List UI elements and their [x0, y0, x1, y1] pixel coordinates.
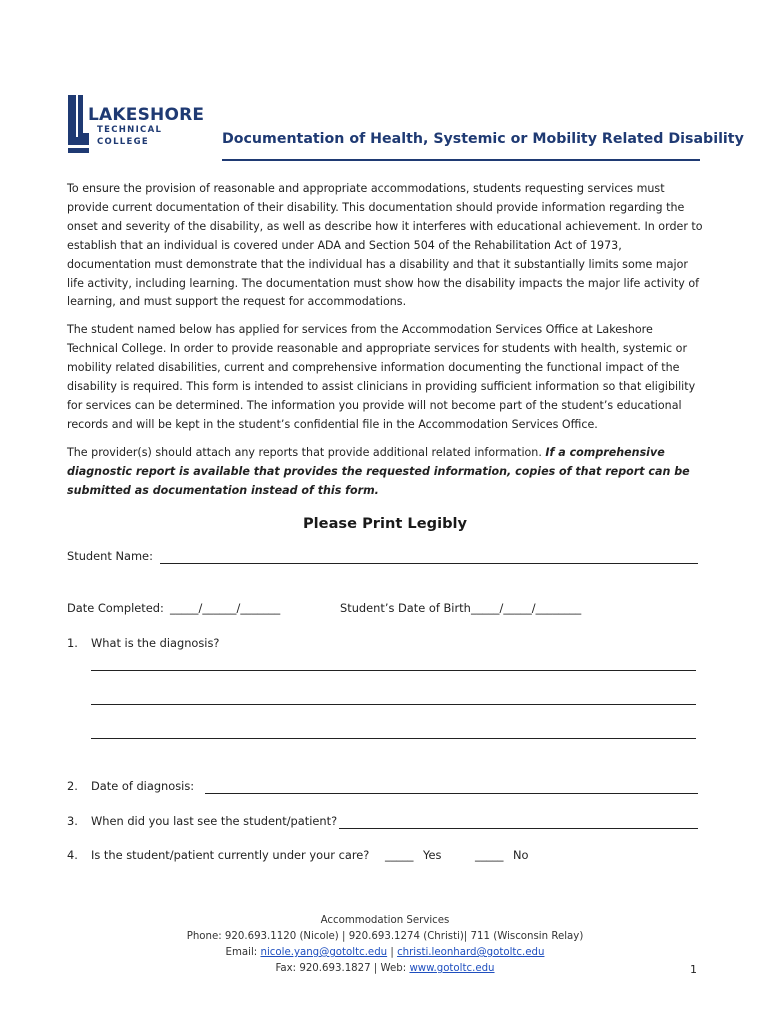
- student-name-label: Student Name:: [67, 549, 153, 563]
- date-of-diagnosis-input[interactable]: [205, 793, 698, 794]
- date-completed-input[interactable]: _____/______/_______: [170, 601, 281, 615]
- title-divider: [222, 159, 700, 161]
- question-2-number: 2.: [67, 779, 78, 793]
- diagnosis-line-1[interactable]: [91, 670, 696, 671]
- para3-plain-text: The provider(s) should attach any reports that provide additional related information.: [67, 446, 546, 459]
- footer-phone: Phone: 920.693.1120 (Nicole) | 920.693.1274 (Christi)| 711 (Wisconsin Relay): [186, 931, 584, 942]
- logo-subtitle-college: COLLEGE: [97, 137, 149, 147]
- footer-email-separator: |: [390, 947, 394, 958]
- website-link[interactable]: www.gotoltc.edu: [409, 963, 495, 974]
- question-2-text: Date of diagnosis:: [91, 779, 195, 793]
- footer-office: Accommodation Services: [320, 915, 450, 926]
- intro-paragraph-3: [67, 444, 703, 501]
- logo-subtitle-technical: TECHNICAL: [97, 125, 163, 135]
- question-4-number: 4.: [67, 848, 78, 862]
- footer-fax: Fax: 920.693.1827 | Web:: [275, 963, 407, 974]
- footer-email-line: [0, 947, 770, 958]
- footer-email-prefix: Email:: [225, 947, 258, 958]
- dob-label: Student’s Date of Birth: [340, 601, 471, 615]
- yes-checkbox[interactable]: _____: [385, 848, 414, 862]
- footer-fax-web-line: [0, 963, 770, 974]
- question-4-text: Is the student/patient currently under your care?: [91, 848, 370, 862]
- para3-emphasis-text: If a comprehensive diagnostic report is available that provides the requested information, copies of that report can be submitted as documentation instead of this form.: [67, 446, 690, 497]
- no-checkbox[interactable]: _____: [475, 848, 504, 862]
- form-heading: Please Print Legibly: [302, 515, 468, 532]
- email-link-christi[interactable]: christi.leonhard@gotoltc.edu: [397, 947, 545, 958]
- diagnosis-line-2[interactable]: [91, 704, 696, 705]
- question-1-number: 1.: [67, 636, 78, 650]
- question-3-text: When did you last see the student/patient?: [91, 814, 338, 828]
- student-name-input[interactable]: [160, 563, 698, 564]
- diagnosis-line-3[interactable]: [91, 738, 696, 739]
- question-1-text: What is the diagnosis?: [91, 636, 220, 650]
- document-title: Documentation of Health, Systemic or Mobility Related Disability: [222, 131, 744, 147]
- date-completed-label: Date Completed:: [67, 601, 164, 615]
- no-label: No: [513, 848, 529, 862]
- intro-paragraph-1: To ensure the provision of reasonable and appropriate accommodations, students requesting services must provide current documentation of their disability. This documentation should provide information regarding the onset and severity of the disability, as well as describe how it interferes with educational achievement. In order to establish that an individual is covered under ADA and Section 504 of the Rehabilitation Act of 1973, documentation must demonstrate that the individual has a disability and that it substantially limits some major life activity, including learning. The documentation must show how the disability impacts the major life activity of learning, and must support the request for accommodations.: [67, 182, 703, 309]
- question-3-number: 3.: [67, 814, 78, 828]
- yes-label: Yes: [423, 848, 442, 862]
- logo-wordmark: LAKESHORE: [88, 105, 205, 125]
- last-seen-input[interactable]: [339, 828, 698, 829]
- email-link-nicole[interactable]: nicole.yang@gotoltc.edu: [260, 947, 388, 958]
- page-number: 1: [690, 963, 697, 976]
- intro-paragraph-2: The student named below has applied for services from the Accommodation Services Office at Lakeshore Technical College. In order to provide reasonable and appropriate services for students with health, systemic or mobility related disabilities, current and comprehensive information documenting the functional impact of the disability is required. This form is intended to assist clinicians in providing sufficient information so that eligibility for services can be determined. The information you provide will not become part of the student’s educational records and will be kept in the student’s confidential file in the Accommodation Services Office.: [67, 323, 696, 431]
- dob-input[interactable]: _____/_____/________: [471, 601, 582, 615]
